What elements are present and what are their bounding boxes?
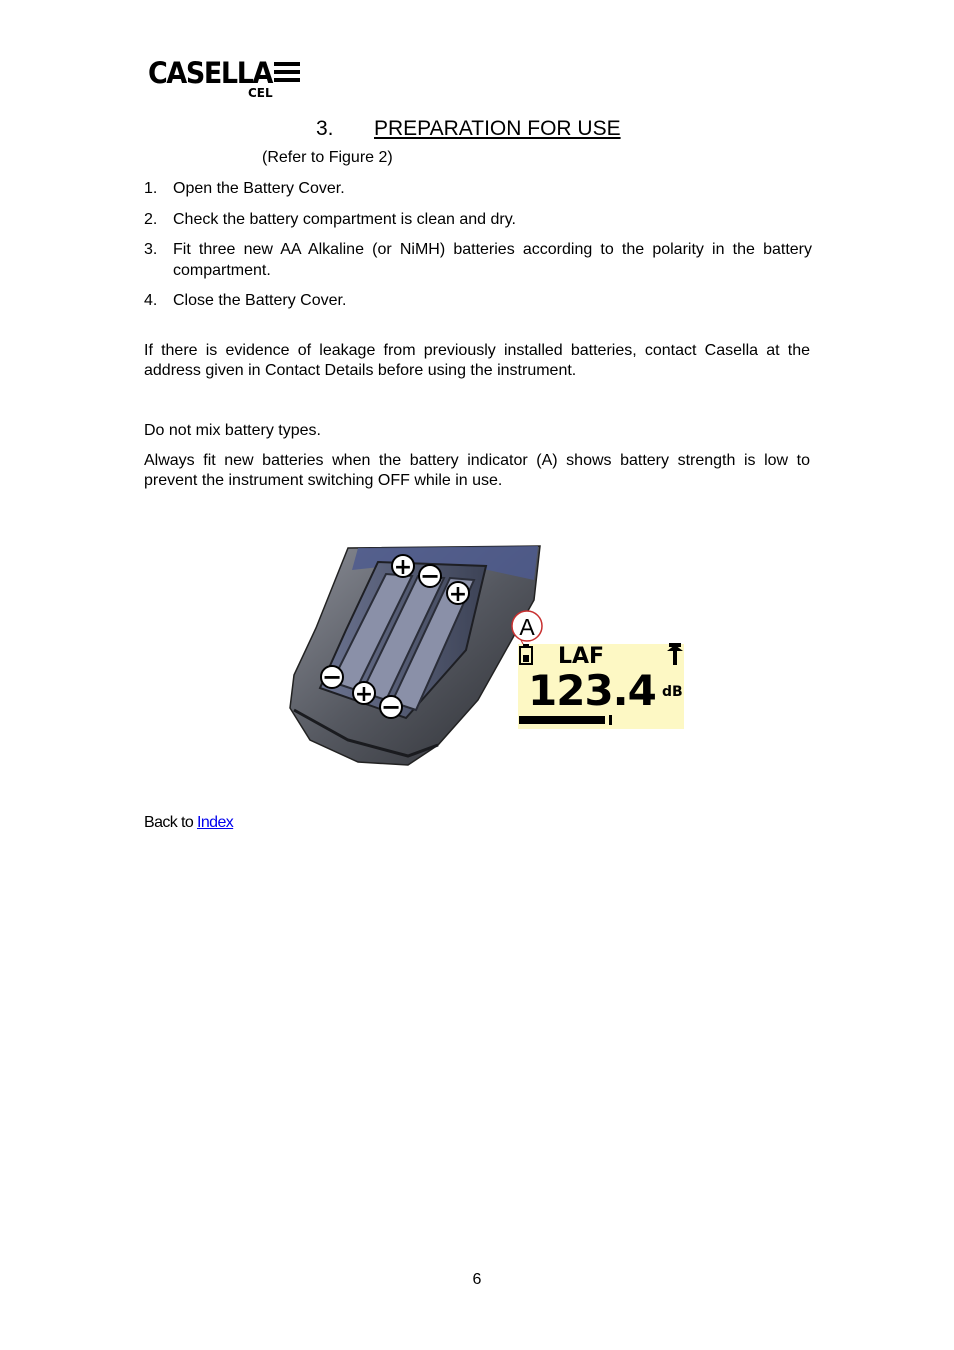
plus-sign: + [354, 682, 374, 707]
back-to-index [144, 814, 233, 832]
minus-sign: − [321, 663, 343, 691]
step-text: Open the Battery Cover. [173, 180, 345, 197]
plus-sign: + [448, 582, 468, 607]
casella-logo [148, 56, 308, 104]
battery-figure [288, 540, 698, 770]
battery-replace-note: Always fit new batteries when the battery indicator (A) shows battery strength is low to prevent the instrument switching OFF while in use. [144, 452, 810, 489]
index-link[interactable]: Index [197, 814, 234, 831]
step-text: Check the battery compartment is clean and dry. [173, 211, 516, 228]
minus-sign: − [419, 562, 441, 590]
page-number: 6 [472, 1271, 482, 1288]
step-item [144, 209, 812, 230]
step-number: 1. [144, 180, 158, 197]
callout-label: A [519, 614, 535, 640]
leakage-warning: If there is evidence of leakage from previously installed batteries, contact Casella at the address given in Contact Details before using the instrument. [144, 342, 810, 379]
step-number: 3. [144, 241, 158, 258]
lcd-unit: dB [662, 684, 683, 700]
logo-wordmark: CASELLA [148, 56, 272, 90]
level-bar [519, 716, 605, 724]
back-prefix: Back to [144, 814, 198, 831]
section-number: 3. [316, 117, 334, 140]
step-number: 2. [144, 211, 158, 228]
step-item [144, 290, 812, 311]
logo-bars-icon [274, 62, 300, 86]
section-title: PREPARATION FOR USE [374, 117, 621, 140]
logo-subtext: CEL [248, 86, 273, 100]
step-text: Fit three new AA Alkaline (or NiMH) batteries according to the polarity in the battery compartment. [173, 241, 812, 279]
lcd-mode: LAF [558, 644, 605, 669]
figure-reference: (Refer to Figure 2) [262, 149, 393, 166]
plus-sign: + [393, 555, 413, 580]
lcd-value: 123.4 [528, 666, 656, 715]
step-text: Close the Battery Cover. [173, 292, 347, 309]
step-number: 4. [144, 292, 158, 309]
minus-sign: − [380, 693, 402, 721]
step-item [144, 239, 812, 281]
step-item [144, 178, 812, 199]
battery-mix-note: Do not mix battery types. [144, 422, 321, 439]
level-tick [609, 715, 612, 725]
section-heading [316, 116, 621, 142]
